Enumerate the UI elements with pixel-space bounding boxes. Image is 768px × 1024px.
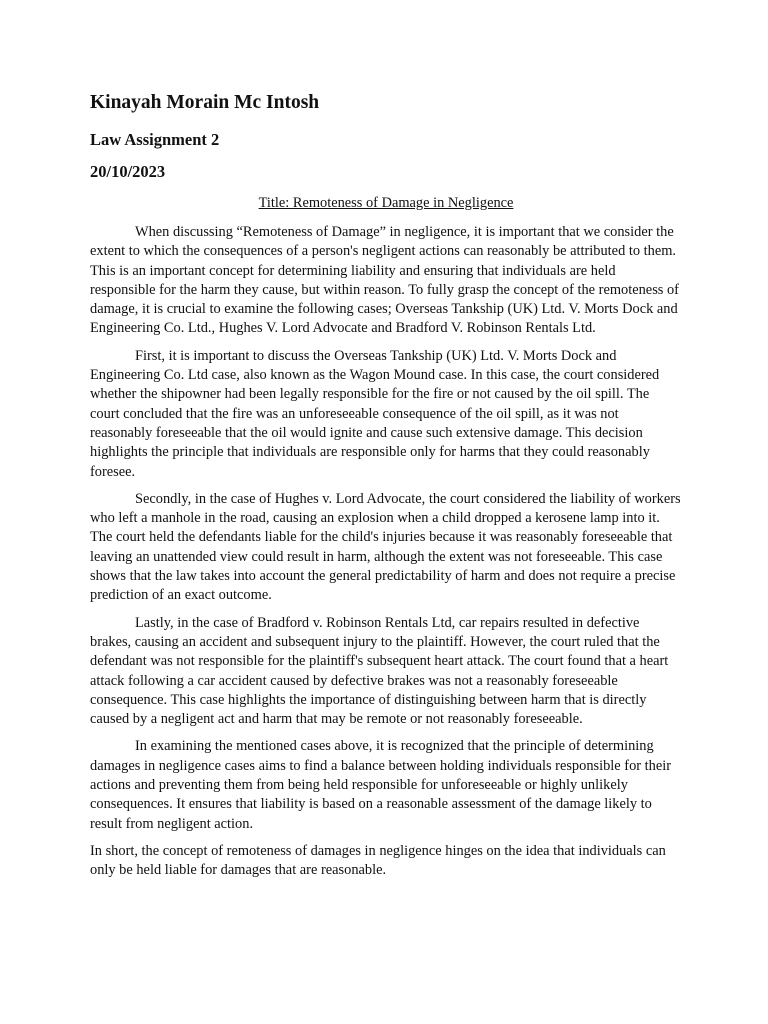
paragraph-conclusion: In short, the concept of remoteness of damages in negligence hinges on the idea that individuals can only be held liable for damages that are reasonable. — [90, 842, 666, 879]
paragraph-bradford: Lastly, in the case of Bradford v. Robinson Rentals Ltd, car repairs resulted in defective brakes, causing an accident and subsequent injury to the plaintiff. However, the court ruled that the defendant was not responsible for the plaintiff's subsequent heart attack. The court found that a heart attack following a car accident caused by defective brakes was not a reasonably foreseeable consequence. This case highlights the importance of distinguishing between harm that is directly caused by a negligent act and harm that may be remote or not reasonably foreseeable. — [90, 614, 669, 728]
essay-title: Title: Remoteness of Damage in Negligence — [258, 195, 514, 211]
paragraph-wagon-mound: First, it is important to discuss the Overseas Tankship (UK) Ltd. V. Morts Dock and Engineering Co. Ltd case, also known as the Wagon Mound case. In this case, the court considered whether the shipowner had been legally responsible for the fire or not caused by the oil spill. The court concluded that the fire was an unforeseeable consequence of the oil spill, as it was not reasonably foreseeable that the oil would ignite and cause such extensive damage. This decision highlights the principle that individuals are responsible only for harms that they could reasonably foresee. — [90, 347, 660, 480]
author-name: Kinayah Morain Mc Intosh — [90, 92, 320, 113]
assignment-title: Law Assignment 2 — [90, 130, 220, 149]
assignment-date: 20/10/2023 — [90, 162, 166, 181]
paragraph-analysis: In examining the mentioned cases above, it is recognized that the principle of determining damages in negligence cases aims to find a balance between holding individuals responsible for their actions and preventing them from being held responsible for unforeseeable or highly unlikely consequences. It ensures that liability is based on a reasonable assessment of the damage likely to result from negligent action. — [90, 738, 672, 832]
paragraph-intro: When discussing “Remoteness of Damage” in negligence, it is important that we consider the extent to which the consequences of a person's negligent actions can reasonably be attributed to them. This is an important concept for determining liability and ensuring that individuals are held responsible for the harm they cause, but within reason. To fully grasp the concept of the remoteness of damage, it is crucial to examine the following cases; Overseas Tankship (UK) Ltd. V. Morts Dock and Engineering Co. Ltd., Hughes V. Lord Advocate and Bradford V. Robinson Rentals Ltd. — [90, 224, 679, 337]
paragraph-hughes: Secondly, in the case of Hughes v. Lord Advocate, the court considered the liability of workers who left a manhole in the road, causing an explosion when a child dropped a kerosene lamp into it. The court held the defendants liable for the child's injuries because it was reasonably foreseeable that leaving an unattended view could result in harm, although the extent was not foreseeable. This case shows that the law takes into account the general predictability of harm and does not require a precise prediction of an exact outcome. — [90, 490, 681, 604]
essay-body — [90, 223, 682, 889]
